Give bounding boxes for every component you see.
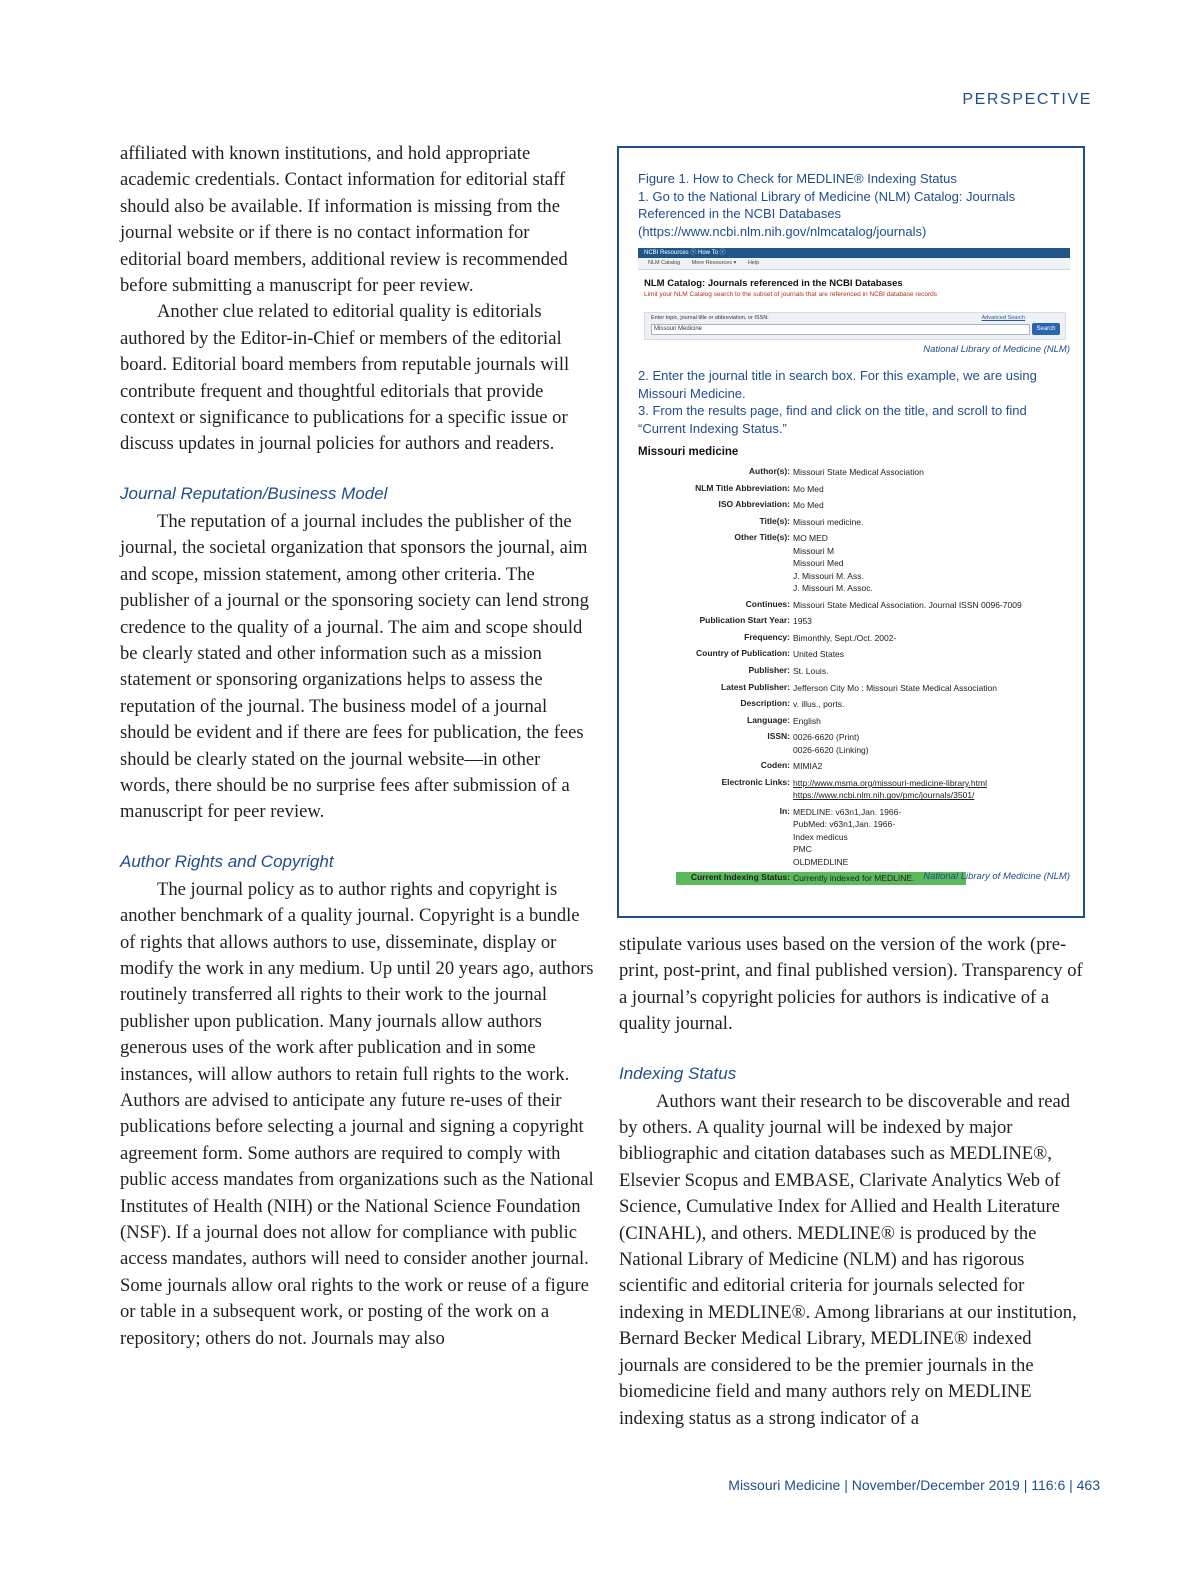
figure-credit: National Library of Medicine (NLM): [923, 871, 1070, 882]
search-label: Enter topic, journal title or abbreviation, or ISSN:: [651, 315, 769, 321]
record-value: Bimonthly, Sept./Oct. 2002-: [793, 632, 897, 643]
record-value: Missouri State Medical Association: [793, 467, 924, 477]
record-label: Coden:: [760, 760, 790, 771]
record-value: Missouri Med: [793, 558, 844, 569]
tab-help[interactable]: Help: [747, 260, 760, 266]
record-label: Frequency:: [744, 631, 790, 642]
record-row: [638, 777, 1070, 802]
section-heading-copyright: Author Rights and Copyright: [120, 851, 334, 871]
record-row: [638, 632, 1070, 644]
record-label: In:: [779, 805, 790, 816]
figure-step-1: 1. Go to the National Library of Medicine (NLM) Catalog: Journals Referenced in the NCBI Databases (https://www.ncbi.nlm.nih.gov/nlmcatalog/journals): [638, 188, 1016, 239]
record-value: MIMIA2: [793, 761, 823, 772]
figure-credit: National Library of Medicine (NLM): [923, 344, 1070, 355]
record-row: [638, 615, 1070, 627]
record-values: [793, 483, 1070, 495]
record-label: Other Title(s):: [734, 532, 790, 543]
record-label: Publication Start Year:: [699, 615, 790, 626]
section-header: PERSPECTIVE: [962, 91, 1092, 108]
record-value: Missouri M: [793, 545, 835, 556]
record-label: Publisher:: [748, 664, 790, 675]
record-value: Missouri State Medical Association. Journal ISSN 0096-7009: [793, 599, 1022, 610]
record-value: 0026-6620 (Print): [793, 732, 860, 743]
search-input[interactable]: Missouri Medicine: [651, 324, 1030, 335]
figure-title: Figure 1. How to Check for MEDLINE® Indexing Status: [638, 171, 957, 186]
record-values: [793, 599, 1070, 611]
record-values: [793, 648, 1070, 660]
nlm-catalog-screenshot: [638, 248, 1070, 340]
record-values: [793, 760, 1070, 772]
record-value: PMC: [793, 844, 812, 855]
paragraph: The journal policy as to author rights and copyright is another benchmark of a quality journal. Copyright is a bundle of rights that allows authors to use, disseminate, display or modify the work in any medium. Up until 20 years ago, authors routinely transferred all rights to their work to the journal publisher upon publication. Many journals allow authors generous uses of the work after publication and in some instances, will allow authors to retain full rights to the work. Authors are advised to anticipate any future re-uses of their publications before selecting a journal and signing a copyright agreement form. Some authors are required to comply with public access mandates from organizations such as the National Institutes of Health (NIH) or the National Science Foundation (NSF). If a journal does not allow for compliance with public access mandates, authors will need to consider another journal. Some journals allow oral rights to the work or reuse of a figure or table in a subsequent work, or posting of the work on a repository; others do not. Journals may also: [120, 878, 594, 1349]
section-heading-reputation: Journal Reputation/Business Model: [120, 483, 388, 503]
record-row: [638, 483, 1070, 495]
search-panel: [644, 312, 1066, 340]
tab-more-resources[interactable]: More Resources ▾: [691, 260, 737, 266]
record-row: [638, 682, 1070, 694]
record-row: [638, 760, 1070, 772]
paragraph: stipulate various uses based on the version of the work (pre-print, post-print, and final published version). Transparency of a journal’s copyright policies for authors is indicative of a quality journal.: [619, 934, 1083, 1035]
catalog-title: NLM Catalog: Journals referenced in the NCBI Databases: [644, 278, 903, 289]
record-value: Mo Med: [793, 500, 824, 511]
record-label: Author(s):: [748, 466, 790, 476]
record-value: MO MED: [793, 533, 828, 544]
section-heading-indexing: Indexing Status: [619, 1063, 737, 1083]
record-values: [793, 715, 1070, 727]
record-row: [638, 499, 1070, 511]
record-label: NLM Title Abbreviation:: [695, 482, 790, 493]
record-row: [638, 648, 1070, 660]
record-value: J. Missouri M. Ass.: [793, 570, 864, 581]
record-row: [638, 715, 1070, 727]
right-column: [619, 932, 1091, 1432]
record-label: ISSN:: [767, 731, 790, 742]
record-values: [793, 466, 1070, 478]
record-value: 0026-6620 (Linking): [793, 744, 869, 755]
record-value: English: [793, 715, 821, 726]
record-value: United States: [793, 649, 845, 660]
figure-step-3: 3. From the results page, find and click on the title, and scroll to find “Current Indexing Status.”: [638, 403, 1027, 436]
paragraph: Another clue related to editorial quality is editorials authored by the Editor-in-Chief or members of the editorial board. Editorial board members from reputable journals will contribute frequent and thoughtful editorials that provide context or significance to publications for a specific issue or discuss updates in journal policies for authors and readers.: [120, 301, 570, 455]
record-link[interactable]: https://www.ncbi.nlm.nih.gov/pmc/journals/3501/: [793, 790, 975, 801]
search-button[interactable]: Search: [1032, 323, 1060, 335]
record-label: Latest Publisher:: [721, 681, 790, 692]
record-title: Missouri medicine: [638, 446, 739, 458]
record-value: Missouri medicine.: [793, 516, 864, 527]
record-row: [638, 698, 1070, 710]
catalog-subtitle: Limit your NLM Catalog search to the subset of journals that are referenced in NCBI database records: [644, 291, 938, 298]
ncbi-tabs: [638, 258, 1070, 270]
record-label: Continues:: [745, 598, 790, 609]
paragraph: affiliated with known institutions, and hold appropriate academic credentials. Contact information for editorial staff should also be available. If information is missing from the journal website or if there is no contact information for editorial board members, additional review is recommended before submitting a manuscript for peer review.: [120, 143, 568, 297]
record-label: Country of Publication:: [696, 648, 790, 659]
page-footer: Missouri Medicine | November/December 2019 | 116:6 | 463: [728, 1477, 1100, 1493]
record-value: Jefferson City Mo : Missouri State Medical Association: [793, 682, 997, 693]
figure-1: [617, 146, 1085, 918]
figure-caption: [638, 170, 1058, 240]
record-label: ISO Abbreviation:: [718, 499, 790, 510]
record-value: Currently indexed for MEDLINE.: [793, 873, 915, 884]
record-values: [793, 516, 1070, 528]
record-link[interactable]: http://www.msma.org/missouri-medicine-library.html: [793, 777, 987, 788]
record-value: Mo Med: [793, 483, 824, 494]
record-values: [793, 806, 1070, 868]
record-value: J. Missouri M. Assoc.: [793, 583, 873, 593]
paragraph: The reputation of a journal includes the publisher of the journal, the societal organization that sponsors the journal, aim and scope, mission statement, among other criteria. The publisher of a journal or the sponsoring society can lend strong credence to the quality of a journal. The aim and scope should be clearly stated and other information such as a mission statement or sponsoring organizations helps to assess the reputation of the journal. The business model of a journal should be evident and if there are fees for publication, the fees should be clearly stated on the journal website—in other words, there should be no surprise fees after submission of a manuscript for peer review.: [120, 510, 589, 823]
record-row: [638, 516, 1070, 528]
record-row: [638, 806, 1070, 868]
record-row: [638, 665, 1070, 677]
record-table: [638, 466, 1070, 889]
record-values: [793, 777, 1070, 802]
record-label: Title(s):: [759, 515, 790, 526]
figure-steps: [638, 367, 1058, 437]
record-values: [793, 682, 1070, 694]
record-values: [793, 665, 1070, 677]
record-value: Index medicus: [793, 831, 848, 842]
ncbi-bar: NCBI Resources ⓥ How To ⓥ: [638, 248, 1070, 258]
record-label: Current Indexing Status:: [690, 872, 790, 883]
record-label: Language:: [747, 714, 790, 725]
advanced-search-link[interactable]: Advanced Search: [981, 315, 1025, 321]
paragraph: Authors want their research to be discoverable and read by others. A quality journal will be indexed by major bibliographic and citation databases such as MEDLINE®, Elsevier Scopus and EMBASE, Clarivate Analytics Web of Science, Cumulative Index for Allied and Health Literature (CINAHL), and others. MEDLINE® is produced by the National Library of Medicine (NLM) and has rigorous scientific and editorial criteria for journals selected for indexing in MEDLINE®. Among librarians at our institution, Bernard Becker Medical Library, MEDLINE® indexed journals are considered to be the premier journals in the biomedicine field and many authors rely on MEDLINE indexing status as a strong indicator of a: [619, 1090, 1077, 1429]
left-column: [120, 141, 595, 1352]
record-values: [793, 698, 1070, 710]
record-value: v. illus., ports.: [793, 699, 845, 710]
record-label: Description:: [740, 698, 790, 709]
record-value: PubMed: v63n1,Jan. 1966-: [793, 819, 896, 830]
figure-step-2: 2. Enter the journal title in search box. For this example, we are using Missouri Medicine.: [638, 368, 1037, 401]
record-label: Electronic Links:: [721, 776, 790, 787]
record-value: OLDMEDLINE: [793, 856, 849, 867]
record-values: [793, 632, 1070, 644]
record-values: [793, 731, 1070, 756]
record-row: [638, 532, 1070, 594]
record-row: [638, 731, 1070, 756]
record-values: [793, 499, 1070, 511]
tab-nlm-catalog[interactable]: NLM Catalog: [648, 260, 681, 266]
record-value: MEDLINE: v63n1,Jan. 1966-: [793, 806, 902, 817]
record-row: [638, 599, 1070, 611]
record-value: 1953: [793, 616, 812, 627]
record-values: [793, 532, 1070, 594]
record-values: [793, 615, 1070, 627]
record-row: [638, 466, 1070, 478]
record-value: St. Louis.: [793, 665, 829, 676]
